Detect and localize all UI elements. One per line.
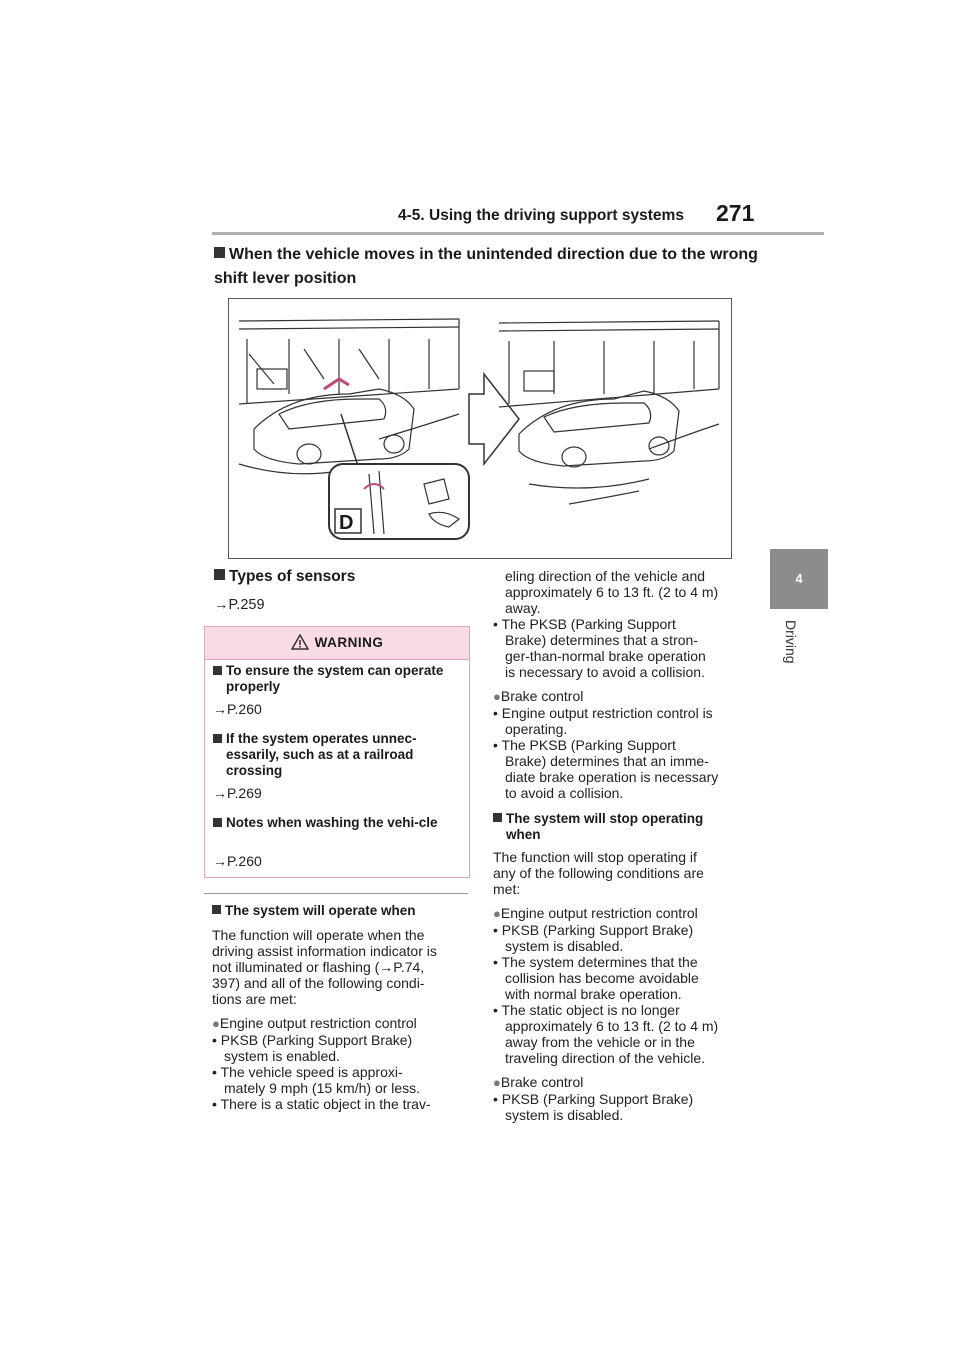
warning-icon <box>291 634 309 650</box>
shift-position-label: D <box>339 512 354 534</box>
square-bullet-icon <box>214 247 225 258</box>
operate-engine-title: ●Engine output restriction control <box>212 1015 417 1031</box>
circle-bullet-icon: ● <box>212 1016 220 1031</box>
header-rule <box>212 232 824 235</box>
illustration-figure <box>228 298 732 559</box>
page-number: 271 <box>716 200 755 226</box>
operate-conditions-continued: eling direction of the vehicle and approximately 6 to 13 ft. (2 to 4 m) away. • The PKSB (Parking Support Brake) determines that a stron- ger-than-normal brake operation is necessary to avoid a collision. <box>493 568 719 680</box>
square-bullet-icon <box>213 666 222 675</box>
circle-bullet-icon: ● <box>493 1075 501 1090</box>
square-bullet-icon <box>212 905 221 914</box>
square-bullet-icon <box>213 734 222 743</box>
parking-illustration <box>229 299 731 558</box>
warning-item-title: If the system operates unnec-essarily, such as at a railroad crossing <box>213 731 463 779</box>
section-divider <box>204 893 468 894</box>
main-heading: When the vehicle moves in the unintended direction due to the wrong shift lever position <box>214 246 758 287</box>
warning-header: WARNING <box>205 627 469 659</box>
operate-heading: The system will operate when <box>212 903 474 919</box>
stop-brake-conditions: • PKSB (Parking Support Brake) system is disabled. <box>493 1091 694 1123</box>
chapter-label: Driving <box>783 620 799 664</box>
arrow-right-icon: → <box>213 853 227 869</box>
right-column <box>493 568 755 1123</box>
operate-brake-conditions: • Engine output restriction control is operating. • The PKSB (Parking Support Brake) determines that an imme- diate brake operation is necessary to avoid a collision. <box>493 705 719 801</box>
square-bullet-icon <box>493 813 502 822</box>
operate-section <box>212 903 474 1112</box>
warning-item-title: Notes when washing the vehi-cle <box>213 815 463 831</box>
chapter-tab[interactable]: 4 <box>770 549 828 609</box>
sensors-heading: Types of sensors <box>214 568 355 586</box>
warning-item-title: To ensure the system can operate properly <box>213 663 463 695</box>
warning-item-ref[interactable]: →P.260 <box>213 853 262 869</box>
section-title: 4-5. Using the driving support systems <box>398 207 684 224</box>
warning-item-ref[interactable]: →P.260 <box>213 701 262 717</box>
sensors-ref[interactable]: →P.259 <box>214 597 265 613</box>
stop-heading: The system will stop operating when <box>493 811 755 843</box>
operate-brake-title: ●Brake control <box>493 688 584 704</box>
warning-box <box>204 626 470 878</box>
warning-item-ref[interactable]: →P.269 <box>213 785 262 801</box>
arrow-right-icon: → <box>213 785 227 801</box>
arrow-right-icon: → <box>214 597 229 613</box>
warning-separator <box>205 659 469 660</box>
stop-engine-title: ●Engine output restriction control <box>493 905 698 921</box>
square-bullet-icon <box>214 569 225 580</box>
arrow-right-icon: → <box>213 701 227 717</box>
stop-brake-title: ●Brake control <box>493 1074 584 1090</box>
stop-intro: The function will stop operating if any of the following conditions are met: <box>493 849 704 897</box>
operate-engine-conditions: • PKSB (Parking Support Brake) system is enabled. • The vehicle speed is approxi- mately 9 mph (15 km/h) or less. • There is a static object in the trav- <box>212 1032 431 1112</box>
operate-intro: The function will operate when the driving assist information indicator is not illuminated or flashing (→P.74, 397) and all of the following condi- tions are met: <box>212 927 437 1007</box>
circle-bullet-icon: ● <box>493 906 501 921</box>
circle-bullet-icon: ● <box>493 689 501 704</box>
square-bullet-icon <box>213 818 222 827</box>
stop-engine-conditions: • PKSB (Parking Support Brake) system is disabled. • The system determines that the collision has become avoidable with normal brake operation. • The static object is no longer approximately 6 to 13 ft. (2 to 4 m) away from the vehicle or in the traveling direction of the vehicle. <box>493 922 719 1066</box>
